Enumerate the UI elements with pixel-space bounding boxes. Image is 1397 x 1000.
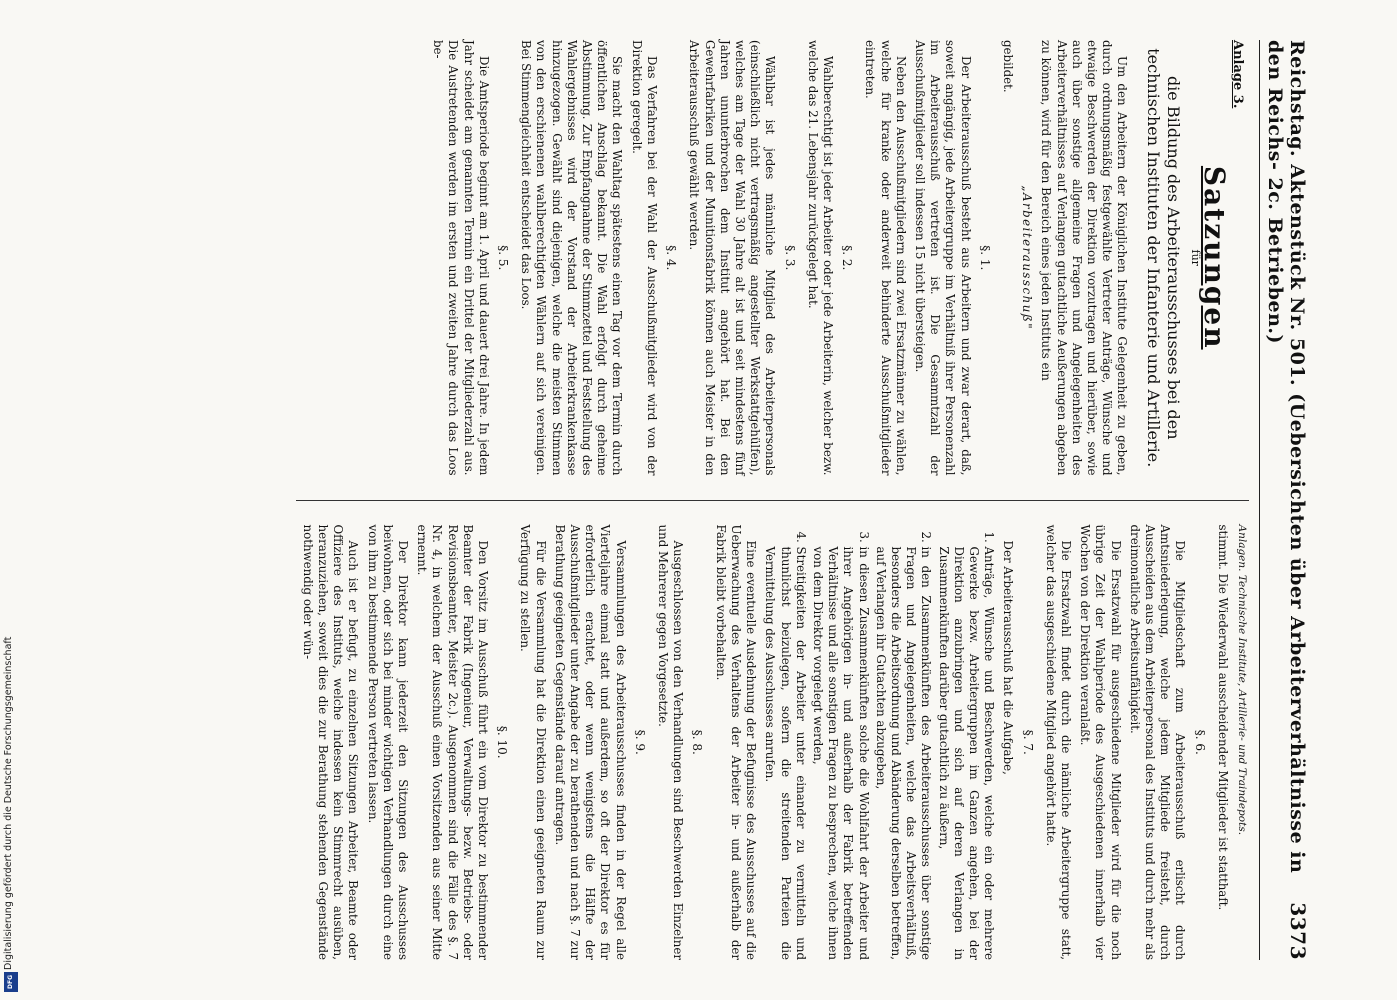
- task-list: [762, 525, 996, 961]
- section-10-text: Den Vorsitz im Ausschuß führt ein vom Direktor zu bestimmender Beamter der Fabrik (Ingenieur, Verwaltungs- bezw. Betriebs- oder Revisionsbeamter, Meister 2c.). Ausgenommen sind die Fälle des §. 7 Nr. 4, in welchem der Ausschuß einen Vorsitzenden aus seiner Mitte ernennt.: [415, 524, 491, 960]
- section-9-text: Versammlungen des Arbeiterausschusses finden in der Regel alle Vierteljahre einmal statt und außerdem, so oft der Direktor es für erforderlich erachtet, oder wenn wenigstens die Hälfte der Ausschußmitglieder unter Angabe der zu berathenden und nach §. 7 zur Berathung geeigneten Gegenstände darauf antragen.: [552, 524, 628, 960]
- two-column-layout: [296, 40, 1249, 960]
- document-for: für: [1188, 249, 1202, 266]
- page-header: [1259, 40, 1310, 960]
- section-10-text-2: Der Direktor kann jederzeit den Sitzungen des Ausschusses beiwohnen, oder sich bei minder wichtigen Verhandlungen durch eine von ihm zu bestimmende Person vertreten lassen.: [365, 524, 411, 960]
- section-3-text: Wählbar ist jedes männliche Mitglied des Arbeiterpersonals (einschließlich nicht vertragsmäßig angestellter Werkstattgehülfen), welches am Tage der Wahl 30 Jahre alt ist und seit mindestens fünf Jahren ununterbrochen dem Institut angehört hat. Bei den Gewehrfabriken und der Munitionsfabrik können auch Meister in den Arbeiterausschuß gewählt werden.: [687, 40, 778, 476]
- section-4-text-2: Sie macht den Wahltag spätestens einen Tag vor dem Termin durch öffentlichen Anschlag bekannt. Die Wahl erfolgt durch geheime Abstimmung. Zur Empfangnahme der Stimmzettel und Feststellung des Wahlergebnisses wird der Vorstand der Arbeiterkrankenkasse hinzugezogen. Gewählt sind diejenigen, welche die meisten Stimmen von den erschienenen wahlberechtigten Wählern auf sich vereinigen. Bei Stimmengleichheit entscheidet das Loos.: [519, 40, 625, 476]
- section-9-text-2: Für die Versammlung hat die Direktion einen geeigneten Raum zur Verfügung zu stellen.: [518, 524, 548, 960]
- task-item: 2. in den Zusammenkünften des Arbeiterausschusses über sonstige Fragen und Angelegenheiten, welche das Arbeitsverhältniß, besonders die Arbeitsordnung und Abänderung derselben betreffen, auf Verlangen ihr Gutachten abzugeben,: [873, 547, 934, 961]
- section-6-text-3: Die Ersatzwahl findet durch die nämliche Arbeitergruppe statt, welcher das ausgeschiedene Mitglied angehört hatte.: [1043, 524, 1073, 960]
- section-heading-5: §. 5.: [496, 245, 511, 271]
- document-subtitle: die Bildung des Arbeiterausschusses bei den technischen Instituten der Infanterie und Artillerie.: [1144, 48, 1184, 468]
- document-body: [40, 0, 1330, 1000]
- section-8-text: Ausgeschlossen von den Verhandlungen sind Beschwerden Einzelner und Mehrerer gegen Vorgesetzte.: [656, 524, 686, 960]
- section-heading-4: §. 4.: [664, 245, 679, 271]
- section-2-text: Wahlberechtigt ist jeder Arbeiter oder jede Arbeiterin, welcher bezw. welche das 21. Lebensjahr zurückgelegt hat.: [805, 40, 835, 476]
- gebildet-text: gebildet.: [1000, 40, 1015, 93]
- running-head: Anlagen. Technische Institute, Artillerie- und Traindepots.: [1236, 524, 1248, 836]
- section-1-text-2: Neben den Ausschußmitgliedern sind zwei Ersatzmänner zu wählen, welche für kranke oder anderweit behinderte Ausschußmitglieder eintreten.: [863, 40, 908, 476]
- digitization-credit: [2, 0, 18, 996]
- page-number: 3373: [1286, 902, 1310, 960]
- section-heading-10: §. 10.: [495, 725, 510, 759]
- dfg-logo-icon: DFG: [4, 972, 18, 992]
- section-heading-3: §. 3.: [782, 245, 797, 271]
- section-heading-6: §. 6.: [1192, 729, 1207, 755]
- section-10-text-3: Auch ist er befugt, zu einzelnen Sitzungen Arbeiter, Beamte oder Offiziere des Instituts, welche indessen kein Stimmrecht ausüben, heranzuziehen, soweit dies die zur Berathung stehenden Gegenstände nothwendig oder wün-: [300, 524, 361, 960]
- section-6-text: Die Mitgliedschaft zum Arbeiterausschuß erlischt durch Amtsniederlegung, welche jedem Mitgliede freisteht, durch Ausscheiden aus dem Arbeiterpersonal des Instituts und durch mehr als dreimonatliche Arbeitsunfähigkeit.: [1127, 524, 1188, 960]
- section-4-text: Das Verfahren bei der Wahl der Ausschußmitglieder wird von der Direktion geregelt.: [629, 40, 659, 476]
- header-title: Reichstag. Aktenstück Nr. 501. (Uebersichten über Arbeiterverhältnisse in den Reichs- 2c. Betrieben.): [1264, 40, 1308, 874]
- rotated-document: [40, 0, 1330, 1000]
- document-title: Satzungen: [1197, 165, 1231, 350]
- committee-name: „Arbeiterausschuß": [1020, 185, 1035, 331]
- intro-paragraph: Um den Arbeitern der Königlichen Institute Gelegenheit zu geben, durch ordnungsmäßig festgewählte Vertreter Anträge, Wünsche und etwaige Beschwerden der Direktion vorzutragen und hierüber, sowie auch über sonstige allgemeine Fragen und Angelegenheiten des Arbeiterverhältnisses auf Verlangen gutachtliche Aeußerungen abgeben zu können, wird für den Bereich eines jeden Instituts ein: [1039, 40, 1130, 476]
- left-column: [296, 40, 1249, 476]
- section-heading-1: §. 1.: [977, 245, 992, 271]
- section-heading-2: §. 2.: [840, 245, 855, 271]
- section-6-text-2: Die Ersatzwahl für ausgeschiedene Mitglieder wird für die noch übrige Zeit der Wahlperiode des Ausgeschiedenen innerhalb vier Wochen von der Direktion veranlaßt.: [1078, 524, 1123, 960]
- continued-text: stimmt. Die Wiederwahl ausscheidender Mitglieder ist statthaft.: [1215, 524, 1230, 911]
- task-item: 3. in diesen Zusammenkünften solche die Wohlfahrt der Arbeiter und ihrer Angehörigen in- und außerhalb der Fabrik betreffenden Verhältnisse und alle sonstigen Fragen zu besprechen, welche ihnen von dem Direktor vorgelegt werden,: [810, 547, 871, 961]
- section-7-intro: Der Arbeiterausschuß hat die Aufgabe,: [1001, 540, 1016, 775]
- right-column: [296, 525, 1249, 961]
- section-1-text: Der Arbeiterausschuß besteht aus Arbeitern und zwar derart, daß, soweit angängig, jede Arbeitergruppe im Verhältniß ihrer Personenzahl im Arbeiterausschuß vertreten ist. Die Gesammtzahl der Ausschußmitglieder soll indessen 15 nicht übersteigen.: [912, 40, 973, 476]
- section-heading-7: §. 7.: [1020, 729, 1035, 755]
- task-item: 4. Streitigkeiten der Arbeiter unter einander zu vermitteln und thunlichst beizulegen, sofern die streitenden Parteien die Vermittelung des Ausschusses anrufen.: [762, 547, 808, 961]
- section-5-text: Die Amtsperiode beginnt am 1. April und dauert drei Jahre. In jedem Jahr scheidet am genannten Termin ein Drittel der Mitgliederzahl aus. Die Austretenden werden im ersten und zweiten Jahre durch das Loos be-: [431, 40, 491, 476]
- credit-text: Digitalisierung gefördert durch die Deutsche Forschungsgemeinschaft: [3, 636, 14, 970]
- column-divider: [296, 500, 1249, 501]
- section-heading-9: §. 9.: [632, 729, 647, 755]
- section-heading-8: §. 8.: [690, 729, 705, 755]
- task-item: 1. Anträge, Wünsche und Beschwerden, welche ein oder mehrere Gewerke bezw. Arbeitergruppen im Ganzen angehen, bei der Direktion anzubringen und sich auf deren Verlangen in Zusammenkünften darüber gutachtlich zu äußern,: [935, 547, 996, 961]
- annex-label: Anlage 3.: [1230, 40, 1245, 109]
- section-7-text-2: Eine eventuelle Ausdehnung der Befugnisse des Ausschusses auf die Ueberwachung des Verhaltens der Arbeiter in- und außerhalb der Fabrik bleibt vorbehalten.: [713, 524, 759, 960]
